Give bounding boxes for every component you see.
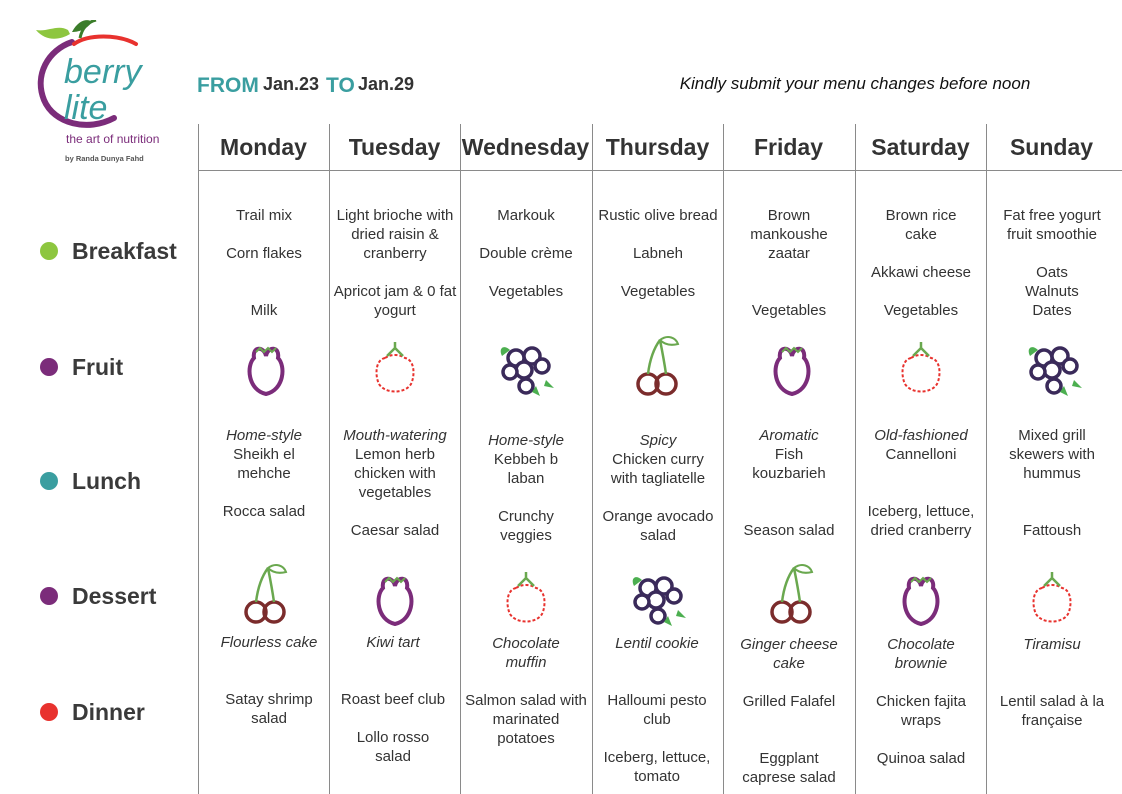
lunch-cell-sunday: Mixed grill skewers with hummus Fattoush [1009, 427, 1095, 539]
fruit-dot-icon [40, 358, 58, 376]
breakfast-cell-sunday: Fat free yogurt fruit smoothie Oats Walnuts Dates [1003, 207, 1101, 319]
raspberry-icon [889, 336, 953, 400]
lunch-cell-saturday: Old-fashioned Cannelloni Iceberg, lettuce, dried cranberry [867, 427, 975, 539]
day-header-friday: Friday [753, 134, 824, 160]
day-header-thursday: Thursday [605, 134, 710, 160]
brand-logo [28, 20, 178, 170]
dinner-cell-tuesday: Roast beef club Lollo rosso salad [340, 691, 446, 765]
fig-icon [889, 566, 953, 630]
dessert-cell-saturday: Chocolate brownie [887, 636, 955, 672]
breakfast-cell-friday: Brown mankoushe zaatar Vegetables [750, 207, 828, 319]
dessert-cell-friday: Ginger cheese cake [740, 636, 838, 672]
fig-icon [760, 336, 824, 400]
fig-icon [234, 336, 298, 400]
from-date: Jan.23 [263, 74, 320, 94]
brand-name: berry lite [64, 53, 142, 127]
lunch-cell-thursday: Spicy Chicken curry with tagliatelle Orange avocado salad [602, 432, 714, 544]
breakfast-cell-saturday: Brown rice cake Akkawi cheese Vegetables [870, 207, 972, 319]
dinner-cell-monday: Satay shrimp salad [225, 691, 313, 727]
cherries-icon [234, 562, 298, 626]
header-divider [199, 170, 1122, 171]
blueberries-icon [626, 566, 690, 630]
meal-label-fruit: Fruit [40, 352, 123, 382]
blueberries-icon [494, 336, 558, 400]
raspberry-icon [363, 336, 427, 400]
to-date: Jan.29 [358, 74, 415, 94]
breakfast-cell-tuesday: Light brioche with dried raisin & cranberry Apricot jam & 0 fat yogurt [333, 207, 457, 319]
dessert-cell-tuesday: Kiwi tart [366, 634, 420, 651]
raspberry-icon [494, 566, 558, 630]
column-divider [460, 124, 461, 794]
column-divider [986, 124, 987, 794]
from-label: FROM [197, 74, 259, 97]
lunch-cell-friday: Aromatic Fish kouzbarieh Season salad [743, 427, 835, 539]
dinner-cell-sunday: Lentil salad à la française [999, 693, 1105, 729]
cherries-icon [760, 562, 824, 626]
meal-label-lunch: Lunch [40, 466, 141, 496]
day-header-wednesday: Wednesday [461, 134, 590, 160]
raspberry-icon [1020, 566, 1084, 630]
dinner-cell-wednesday: Salmon salad with marinated potatoes [465, 692, 587, 747]
lunch-cell-tuesday: Mouth-watering Lemon herb chicken with vegetables Caesar salad [343, 427, 447, 539]
blueberries-icon [1022, 336, 1086, 400]
breakfast-dot-icon [40, 242, 58, 260]
dinner-dot-icon [40, 703, 58, 721]
column-divider [723, 124, 724, 794]
dessert-dot-icon [40, 587, 58, 605]
meal-label-dessert: Dessert [40, 581, 156, 611]
lunch-cell-wednesday: Home-style Kebbeh b laban Crunchy veggies [488, 432, 564, 544]
lunch-cell-monday: Home-style Sheikh el mehche Rocca salad [222, 427, 306, 520]
lunch-dot-icon [40, 472, 58, 490]
dessert-cell-sunday: Tiramisu [1023, 636, 1081, 653]
column-divider [198, 124, 199, 794]
breakfast-cell-wednesday: Markouk Double crème Vegetables [479, 207, 573, 300]
dinner-cell-thursday: Halloumi pesto club Iceberg, lettuce, tomato [603, 692, 711, 785]
cherries-icon [626, 334, 690, 398]
submission-note: Kindly submit your menu changes before noon [679, 74, 1031, 93]
brand-tagline: the art of nutrition [66, 132, 160, 146]
brand-byline: by Randa Dunya Fahd [65, 154, 144, 163]
to-label: TO [326, 74, 355, 97]
day-header-saturday: Saturday [871, 134, 970, 160]
breakfast-cell-thursday: Rustic olive bread Labneh Vegetables [598, 207, 718, 300]
meal-label-dinner: Dinner [40, 697, 145, 727]
fig-icon [363, 566, 427, 630]
dinner-cell-friday: Grilled Falafel Eggplant caprese salad [742, 693, 836, 786]
column-divider [592, 124, 593, 794]
dinner-cell-saturday: Chicken fajita wraps Quinoa salad [875, 693, 967, 767]
day-header-tuesday: Tuesday [348, 134, 441, 160]
dessert-cell-monday: Flourless cake [220, 634, 318, 651]
day-header-monday: Monday [220, 134, 307, 160]
meal-label-breakfast: Breakfast [40, 236, 177, 266]
column-divider [855, 124, 856, 794]
day-header-sunday: Sunday [1009, 134, 1094, 160]
dessert-cell-wednesday: Chocolate muffin [492, 635, 560, 671]
dessert-cell-thursday: Lentil cookie [615, 635, 699, 652]
breakfast-cell-monday: Trail mix Corn flakes Milk [226, 207, 302, 319]
